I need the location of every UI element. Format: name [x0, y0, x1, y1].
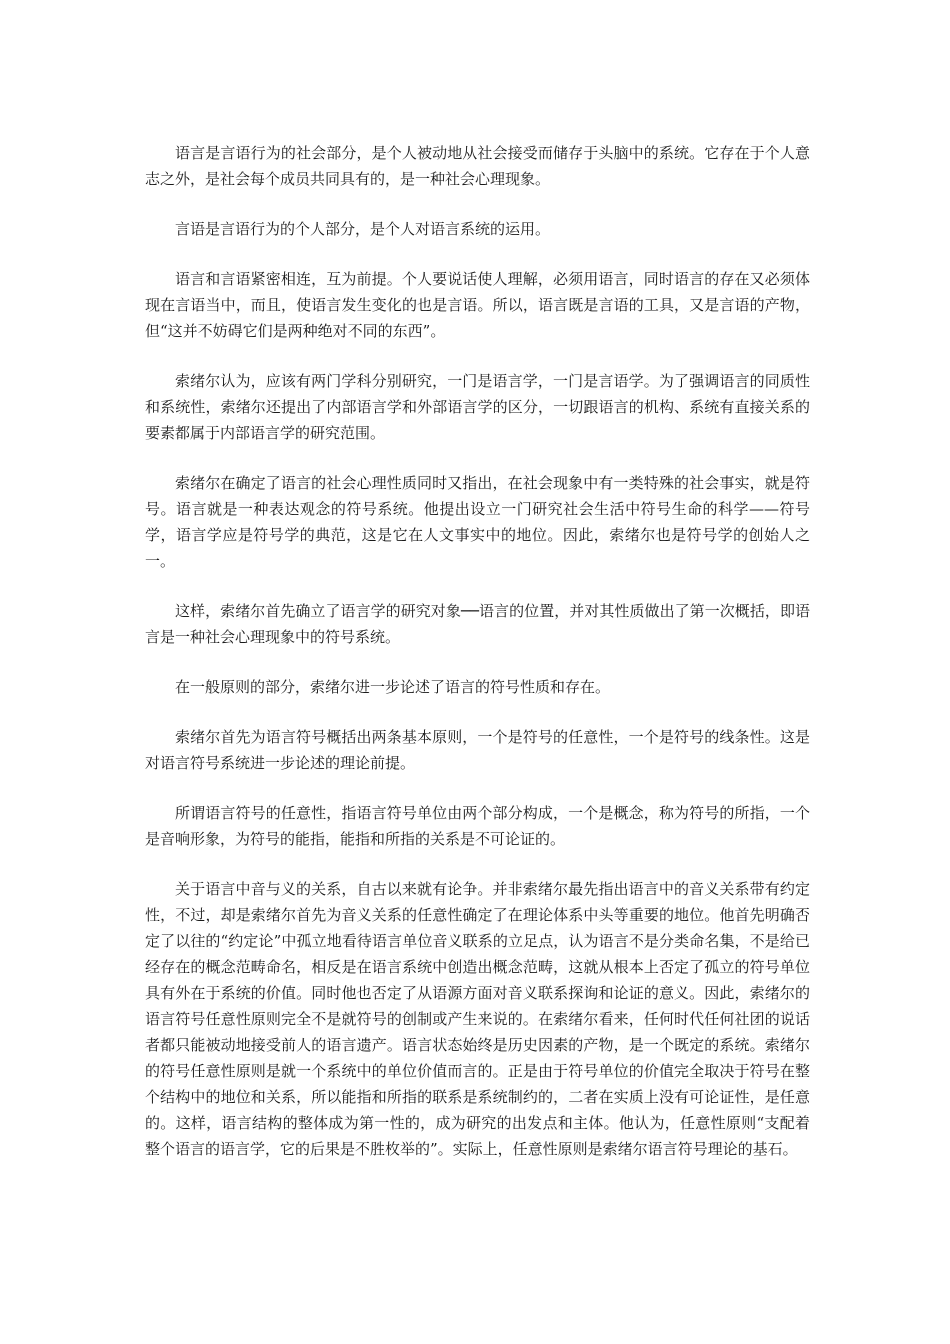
- paragraph-1: 语言是言语行为的社会部分，是个人被动地从社会接受而储存于头脑中的系统。它存在于个人意志之外，是社会每个成员共同具有的，是一种社会心理现象。: [145, 144, 810, 188]
- paragraph-9: 所谓语言符号的任意性，指语言符号单位由两个部分构成，一个是概念，称为符号的所指，一个是音响形象，为符号的能指，能指和所指的关系是不可论证的。: [145, 804, 810, 848]
- paragraph-2: 言语是言语行为的个人部分，是个人对语言系统的运用。: [175, 220, 551, 238]
- paragraph-10: 关于语言中音与义的关系，自古以来就有论争。并非索绪尔最先指出语言中的音义关系带有约定性，不过，却是索绪尔首先为音义关系的任意性确定了在理论体系中头等重要的地位。他首先明确否定了以往的“约定论”中孤立地看待语言单位音义联系的立足点，认为语言不是分类命名集，不是给已经存在的概念范畴命名，相反是在语言系统中创造出概念范畴，这就从根本上否定了孤立的符号单位具有外在于系统的价值。同时他也否定了从语源方面对音义联系探询和论证的意义。因此，索绪尔的语言符号任意性原则完全不是就符号的创制或产生来说的。在索绪尔看来，任何时代任何社团的说话者都只能被动地接受前人的语言遗产。语言状态始终是历史因素的产物，是一个既定的系统。索绪尔的符号任意性原则是就一个系统中的单位价值而言的。正是由于符号单位的价值完全取决于符号在整个结构中的地位和关系，所以能指和所指的联系是系统制约的，二者在实质上没有可论证性，是任意的。这样，语言结构的整体成为第一性的，成为研究的出发点和主体。他认为，任意性原则“支配着整个语言的语言学，它的后果是不胜枚举的”。实际上，任意性原则是索绪尔语言符号理论的基石。: [145, 880, 810, 1158]
- paragraph-7: 在一般原则的部分，索绪尔进一步论述了语言的符号性质和存在。: [175, 678, 611, 696]
- paragraph-8: 索绪尔首先为语言符号概括出两条基本原则，一个是符号的任意性，一个是符号的线条性。这是对语言符号系统进一步论述的理论前提。: [145, 728, 810, 772]
- paragraph-4: 索绪尔认为，应该有两门学科分别研究，一门是语言学，一门是言语学。为了强调语言的同质性和系统性，索绪尔还提出了内部语言学和外部语言学的区分，一切跟语言的机构、系统有直接关系的要素都属于内部语言学的研究范围。: [145, 372, 810, 442]
- paragraph-3: 语言和言语紧密相连，互为前提。个人要说话使人理解，必须用语言，同时语言的存在又必须体现在言语当中，而且，使语言发生变化的也是言语。所以，语言既是言语的工具，又是言语的产物，但“这并不妨碍它们是两种绝对不同的东西”。: [145, 270, 810, 340]
- paragraph-6: 这样，索绪尔首先确立了语言学的研究对象──语言的位置，并对其性质做出了第一次概括，即语言是一种社会心理现象中的符号系统。: [145, 602, 810, 646]
- paragraph-5: 索绪尔在确定了语言的社会心理性质同时又指出，在社会现象中有一类特殊的社会事实，就是符号。语言就是一种表达观念的符号系统。他提出设立一门研究社会生活中符号生命的科学——符号学，语言学应是符号学的典范，这是它在人文事实中的地位。因此，索绪尔也是符号学的创始人之一。: [145, 474, 810, 570]
- document-body: [145, 140, 810, 1162]
